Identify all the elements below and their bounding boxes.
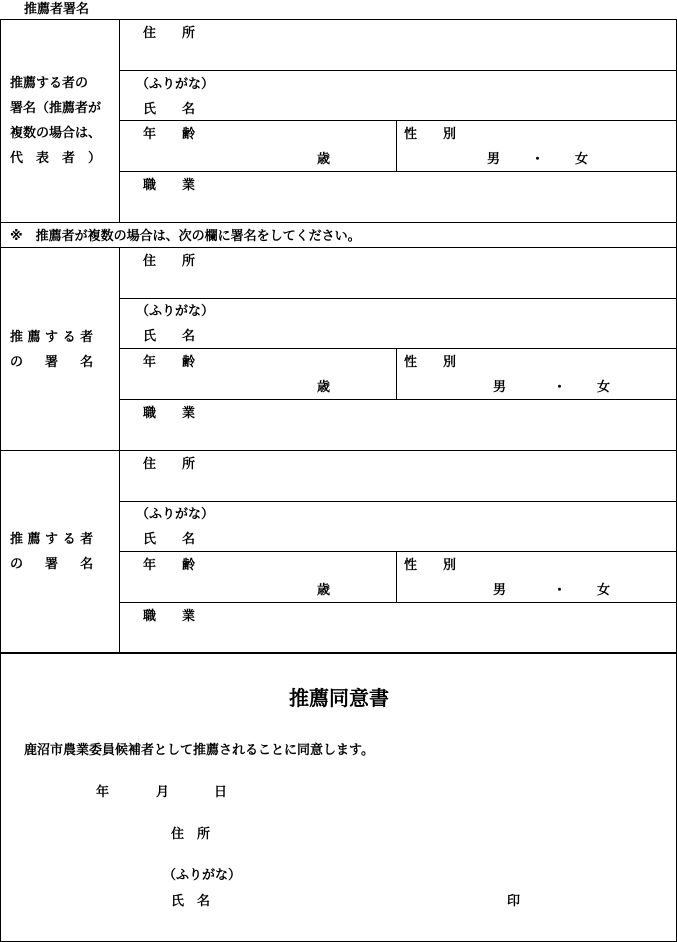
sex-label: 性 別: [404, 355, 457, 370]
rule: [119, 171, 677, 172]
sex-female: 女: [597, 583, 611, 598]
signer-label-line: 署名（推薦者が: [10, 101, 102, 116]
age-unit: 歳: [317, 152, 331, 167]
signer-label-line: の 署 名: [10, 557, 94, 572]
signer-label-line: 複数の場合は、: [10, 126, 102, 141]
sex-separator: ・: [553, 583, 567, 598]
rule: [0, 450, 677, 451]
rule: [0, 652, 677, 654]
signer-label-line: 推 薦 す る 者: [10, 532, 94, 547]
address-label: 住 所: [143, 457, 196, 472]
rule: [119, 120, 677, 121]
age-label: 年 齢: [143, 558, 196, 573]
rule: [0, 19, 1, 653]
rule: [119, 70, 677, 71]
sex-separator: ・: [531, 152, 545, 167]
rule: [396, 348, 397, 399]
sex-male: 男: [493, 583, 507, 598]
sex-female: 女: [575, 152, 589, 167]
consent-title: 推薦同意書: [289, 686, 389, 710]
occupation-label: 職 業: [143, 178, 196, 193]
rule: [119, 602, 677, 603]
age-unit: 歳: [317, 380, 331, 395]
page-title: 推薦者署名: [24, 2, 90, 17]
rule: [0, 247, 677, 248]
rule: [0, 19, 677, 20]
furigana-label: （ふりがな）: [136, 77, 215, 92]
address-label: 住 所: [143, 254, 196, 269]
occupation-label: 職 業: [143, 406, 196, 421]
rule: [396, 120, 397, 171]
signer-label-line: 推 薦 す る 者: [10, 330, 94, 345]
age-label: 年 齢: [143, 127, 196, 142]
signer-label-line: 推薦する者の: [10, 76, 89, 91]
rule: [119, 551, 677, 552]
signer-label-line: 代 表 者 ）: [10, 151, 102, 166]
multiple-signers-note: ※ 推薦者が複数の場合は、次の欄に署名をしてください。: [10, 229, 361, 244]
date-day-label: 日: [214, 785, 228, 800]
name-label: 氏 名: [143, 532, 196, 547]
seal-mark: 印: [507, 894, 521, 909]
sex-label: 性 別: [404, 558, 457, 573]
name-label: 氏 名: [143, 329, 196, 344]
occupation-label: 職 業: [143, 609, 196, 624]
name-label: 氏 名: [143, 102, 196, 117]
rule: [119, 399, 677, 400]
age-label: 年 齢: [143, 355, 196, 370]
sex-male: 男: [493, 380, 507, 395]
rule: [119, 348, 677, 349]
sex-label: 性 別: [404, 127, 457, 142]
rule: [0, 652, 1, 942]
furigana-label: （ふりがな）: [136, 507, 215, 522]
date-year-label: 年: [96, 785, 110, 800]
consent-name-label: 氏 名: [171, 894, 211, 909]
rule: [0, 222, 677, 223]
rule: [396, 551, 397, 602]
furigana-label: （ふりがな）: [136, 304, 215, 319]
consent-furigana-label: （ふりがな）: [163, 868, 242, 883]
date-month-label: 月: [156, 785, 170, 800]
address-label: 住 所: [143, 26, 196, 41]
sex-male: 男: [487, 152, 501, 167]
rule: [119, 501, 677, 502]
signer-label-line: の 署 名: [10, 355, 94, 370]
sex-separator: ・: [553, 380, 567, 395]
consent-address-label: 住 所: [171, 827, 211, 842]
sex-female: 女: [597, 380, 611, 395]
rule: [119, 298, 677, 299]
age-unit: 歳: [317, 583, 331, 598]
consent-statement: 鹿沼市農業委員候補者として推薦されることに同意します。: [24, 743, 374, 758]
